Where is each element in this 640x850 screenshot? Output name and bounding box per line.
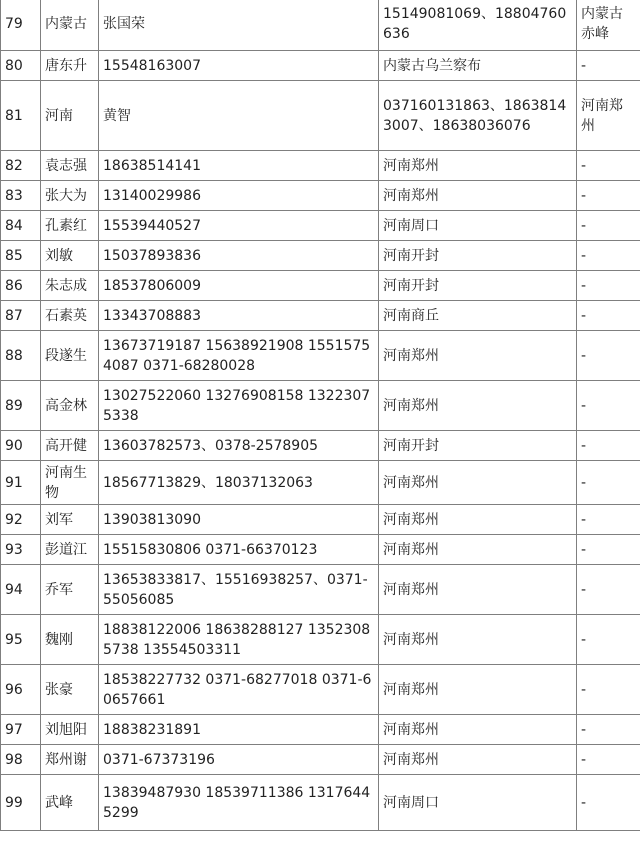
name-cell: 高开健 <box>41 431 99 461</box>
extra-cell: - <box>577 331 640 381</box>
row-number: 89 <box>1 381 41 431</box>
region-cell: 河南商丘 <box>379 301 577 331</box>
region-cell: 河南郑州 <box>379 565 577 615</box>
table-row <box>1 241 640 271</box>
name-cell: 张豪 <box>41 665 99 715</box>
extra-cell: - <box>577 715 640 745</box>
name-cell: 唐东升 <box>41 51 99 81</box>
region-cell: 15149081069、18804760636 <box>379 0 577 51</box>
table-row <box>1 0 640 51</box>
region-cell: 河南郑州 <box>379 715 577 745</box>
extra-cell: - <box>577 301 640 331</box>
phone-cell: 张国荣 <box>99 0 379 51</box>
row-number: 80 <box>1 51 41 81</box>
name-cell: 彭道江 <box>41 535 99 565</box>
name-cell: 石素英 <box>41 301 99 331</box>
table-row <box>1 505 640 535</box>
name-cell: 刘军 <box>41 505 99 535</box>
table-row <box>1 301 640 331</box>
name-cell: 段遂生 <box>41 331 99 381</box>
region-cell: 河南开封 <box>379 271 577 301</box>
table-row <box>1 271 640 301</box>
table-row <box>1 535 640 565</box>
table-row <box>1 51 640 81</box>
extra-cell: 内蒙古赤峰 <box>577 0 640 51</box>
phone-cell: 13027522060 13276908158 13223075338 <box>99 381 379 431</box>
phone-cell: 18838231891 <box>99 715 379 745</box>
name-cell: 刘敏 <box>41 241 99 271</box>
name-cell: 魏刚 <box>41 615 99 665</box>
region-cell: 河南开封 <box>379 431 577 461</box>
table-row <box>1 665 640 715</box>
phone-cell: 15548163007 <box>99 51 379 81</box>
name-cell: 河南 <box>41 81 99 151</box>
name-cell: 刘旭阳 <box>41 715 99 745</box>
extra-cell: - <box>577 381 640 431</box>
row-number: 85 <box>1 241 41 271</box>
extra-cell: - <box>577 241 640 271</box>
name-cell: 高金林 <box>41 381 99 431</box>
extra-cell: - <box>577 431 640 461</box>
region-cell: 河南郑州 <box>379 535 577 565</box>
table-row <box>1 181 640 211</box>
extra-cell: - <box>577 565 640 615</box>
row-number: 84 <box>1 211 41 241</box>
row-number: 83 <box>1 181 41 211</box>
region-cell: 河南郑州 <box>379 151 577 181</box>
region-cell: 037160131863、18638143007、18638036076 <box>379 81 577 151</box>
phone-cell: 18567713829、18037132063 <box>99 461 379 505</box>
phone-cell: 13653833817、15516938257、0371-55056085 <box>99 565 379 615</box>
extra-cell: - <box>577 461 640 505</box>
row-number: 96 <box>1 665 41 715</box>
row-number: 86 <box>1 271 41 301</box>
extra-cell: - <box>577 151 640 181</box>
row-number: 82 <box>1 151 41 181</box>
phone-cell: 15515830806 0371-66370123 <box>99 535 379 565</box>
region-cell: 河南郑州 <box>379 181 577 211</box>
region-cell: 河南郑州 <box>379 505 577 535</box>
region-cell: 河南郑州 <box>379 665 577 715</box>
extra-cell: - <box>577 505 640 535</box>
name-cell: 袁志强 <box>41 151 99 181</box>
name-cell: 张大为 <box>41 181 99 211</box>
region-cell: 河南郑州 <box>379 331 577 381</box>
phone-cell: 13903813090 <box>99 505 379 535</box>
phone-cell: 13343708883 <box>99 301 379 331</box>
phone-cell: 18838122006 18638288127 13523085738 13554503311 <box>99 615 379 665</box>
row-number: 98 <box>1 745 41 775</box>
row-number: 79 <box>1 0 41 51</box>
name-cell: 武峰 <box>41 775 99 831</box>
phone-cell: 13839487930 18539711386 13176445299 <box>99 775 379 831</box>
row-number: 99 <box>1 775 41 831</box>
table-row <box>1 331 640 381</box>
phone-cell: 18538227732 0371-68277018 0371-60657661 <box>99 665 379 715</box>
row-number: 88 <box>1 331 41 381</box>
name-cell: 内蒙古 <box>41 0 99 51</box>
table-row <box>1 431 640 461</box>
phone-cell: 15037893836 <box>99 241 379 271</box>
extra-cell: - <box>577 775 640 831</box>
name-cell: 孔素红 <box>41 211 99 241</box>
table-row <box>1 211 640 241</box>
region-cell: 河南郑州 <box>379 615 577 665</box>
table-row <box>1 615 640 665</box>
phone-cell: 13673719187 15638921908 15515754087 0371-68280028 <box>99 331 379 381</box>
phone-cell: 0371-67373196 <box>99 745 379 775</box>
row-number: 95 <box>1 615 41 665</box>
phone-cell: 13603782573、0378-2578905 <box>99 431 379 461</box>
extra-cell: - <box>577 535 640 565</box>
table-row <box>1 461 640 505</box>
phone-cell: 18638514141 <box>99 151 379 181</box>
extra-cell: - <box>577 615 640 665</box>
extra-cell: - <box>577 745 640 775</box>
name-cell: 河南生物 <box>41 461 99 505</box>
row-number: 90 <box>1 431 41 461</box>
table-row <box>1 151 640 181</box>
region-cell: 河南郑州 <box>379 381 577 431</box>
table-row <box>1 81 640 151</box>
row-number: 94 <box>1 565 41 615</box>
row-number: 81 <box>1 81 41 151</box>
phone-cell: 13140029986 <box>99 181 379 211</box>
row-number: 91 <box>1 461 41 505</box>
row-number: 93 <box>1 535 41 565</box>
region-cell: 内蒙古乌兰察布 <box>379 51 577 81</box>
contact-table-body <box>1 0 640 831</box>
row-number: 87 <box>1 301 41 331</box>
region-cell: 河南周口 <box>379 775 577 831</box>
table-row <box>1 745 640 775</box>
extra-cell: - <box>577 181 640 211</box>
extra-cell: - <box>577 211 640 241</box>
table-row <box>1 775 640 831</box>
region-cell: 河南周口 <box>379 211 577 241</box>
region-cell: 河南郑州 <box>379 461 577 505</box>
table-row <box>1 715 640 745</box>
table-row <box>1 381 640 431</box>
table-row <box>1 565 640 615</box>
region-cell: 河南开封 <box>379 241 577 271</box>
phone-cell: 15539440527 <box>99 211 379 241</box>
row-number: 92 <box>1 505 41 535</box>
name-cell: 乔军 <box>41 565 99 615</box>
row-number: 97 <box>1 715 41 745</box>
extra-cell: - <box>577 665 640 715</box>
phone-cell: 18537806009 <box>99 271 379 301</box>
region-cell: 河南郑州 <box>379 745 577 775</box>
extra-cell: - <box>577 51 640 81</box>
extra-cell: - <box>577 271 640 301</box>
name-cell: 朱志成 <box>41 271 99 301</box>
phone-cell: 黄智 <box>99 81 379 151</box>
extra-cell: 河南郑州 <box>577 81 640 151</box>
name-cell: 郑州谢 <box>41 745 99 775</box>
